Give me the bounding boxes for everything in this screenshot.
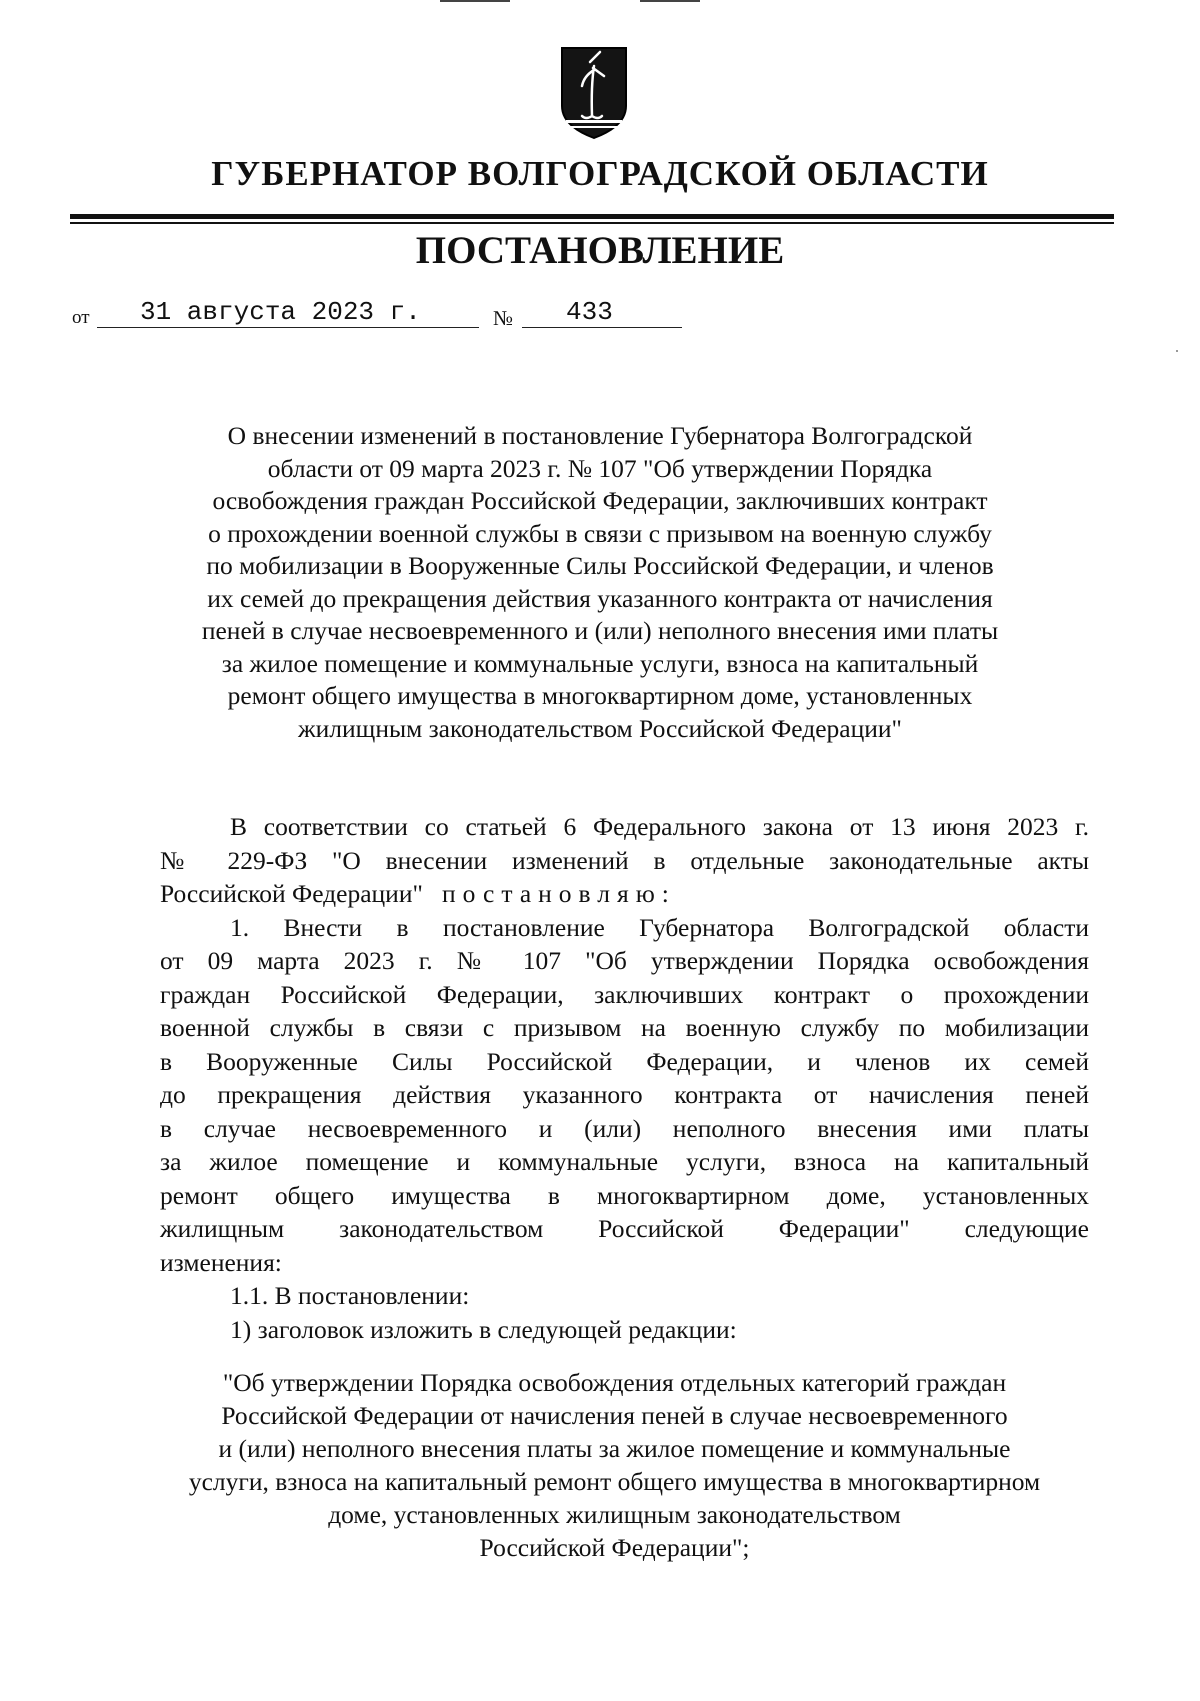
quote-line: "Об утверждении Порядка освобождения отдельных категорий граждан [222,1368,1007,1397]
body-line: № 229-ФЗ "О внесении изменений в отдельные законодательные акты [160,845,1089,875]
quote-line: Российской Федерации от начисления пеней в случае несвоевременного [221,1401,1008,1430]
header-rule-thin [70,222,1114,224]
quote-line: и (или) неполного внесения платы за жилое помещение и коммунальные [218,1434,1011,1463]
body-line: В соответствии со статьей 6 Федерального закона от 13 июня 2023 г. [230,812,1089,841]
scan-mark [440,0,510,2]
subject-line: ремонт общего имущества в многоквартирном доме, установленных [227,681,973,710]
quote-line: доме, установленных жилищным законодательством [328,1500,901,1529]
decree-word: постановляю: [442,879,676,908]
scan-speck [1176,350,1178,352]
subject-line: их семей до прекращения действия указанного контракта от начисления [207,583,993,613]
body-line: за жилое помещение и коммунальные услуги, взноса на капитальный [160,1147,1089,1176]
quote-line: Российской Федерации"; [479,1533,750,1562]
body-line: жилищным законодательством Российской Федерации" следующие [160,1214,1089,1243]
subject-line: о прохождении военной службы в связи с призывом на военную службу [208,518,992,548]
authority-title: ГУБЕРНАТОР ВОЛГОГРАДСКОЙ ОБЛАСТИ [211,154,989,193]
quote-line: услуги, взноса на капитальный ремонт общего имущества в многоквартирном [188,1467,1041,1496]
scan-mark [640,0,700,2]
subject-line: по мобилизации в Вооруженные Силы Российской Федерации, и членов [206,551,994,580]
coat-of-arms-emblem [560,46,628,140]
document-number: 433 [566,297,613,327]
body-line: до прекращения действия указанного контракта от начисления пеней [160,1080,1089,1109]
body-line: 1. Внести в постановление Губернатора Волгоградской области [230,912,1089,942]
date-prefix: от [72,307,90,328]
document-date: 31 августа 2023 г. [140,297,421,327]
preamble-end: Российской Федерации" [160,879,423,908]
document-body [160,810,1089,1346]
subitem-1: 1) заголовок изложить в следующей редакции: [230,1314,737,1344]
item-1-1: 1.1. В постановлении: [230,1281,470,1310]
document-type: ПОСТАНОВЛЕНИЕ [415,229,785,272]
subject-heading [150,420,1050,745]
subject-line: за жилое помещение и коммунальные услуги, взноса на капитальный [221,648,979,678]
subject-line: освобождения граждан Российской Федерации, заключивших контракт [212,486,988,515]
body-line: от 09 марта 2023 г. № 107 "Об утверждении Порядка освобождения [160,946,1089,975]
new-title-quote [150,1366,1079,1564]
body-line: ремонт общего имущества в многоквартирном доме, установленных [160,1180,1089,1210]
body-line: в Вооруженные Силы Российской Федерации, и членов их семей [160,1046,1089,1076]
subject-line: области от 09 марта 2023 г. № 107 "Об утверждении Порядка [267,453,933,483]
number-prefix: № [493,306,514,330]
subject-line: О внесении изменений в постановление Губернатора Волгоградской [227,421,973,450]
header-rule [70,214,1114,219]
body-line: в случае несвоевременного и (или) неполного внесения ими платы [160,1113,1089,1143]
subject-line: жилищным законодательством Российской Федерации" [298,713,902,743]
body-line: граждан Российской Федерации, заключивших контракт о прохождении [160,979,1089,1009]
body-line: изменения: [160,1247,282,1277]
body-line [160,877,1089,911]
subject-line: пеней в случае несвоевременного и (или) неполного внесения ими платы [201,616,999,645]
body-line: военной службы в связи с призывом на военную службу по мобилизации [160,1013,1089,1042]
